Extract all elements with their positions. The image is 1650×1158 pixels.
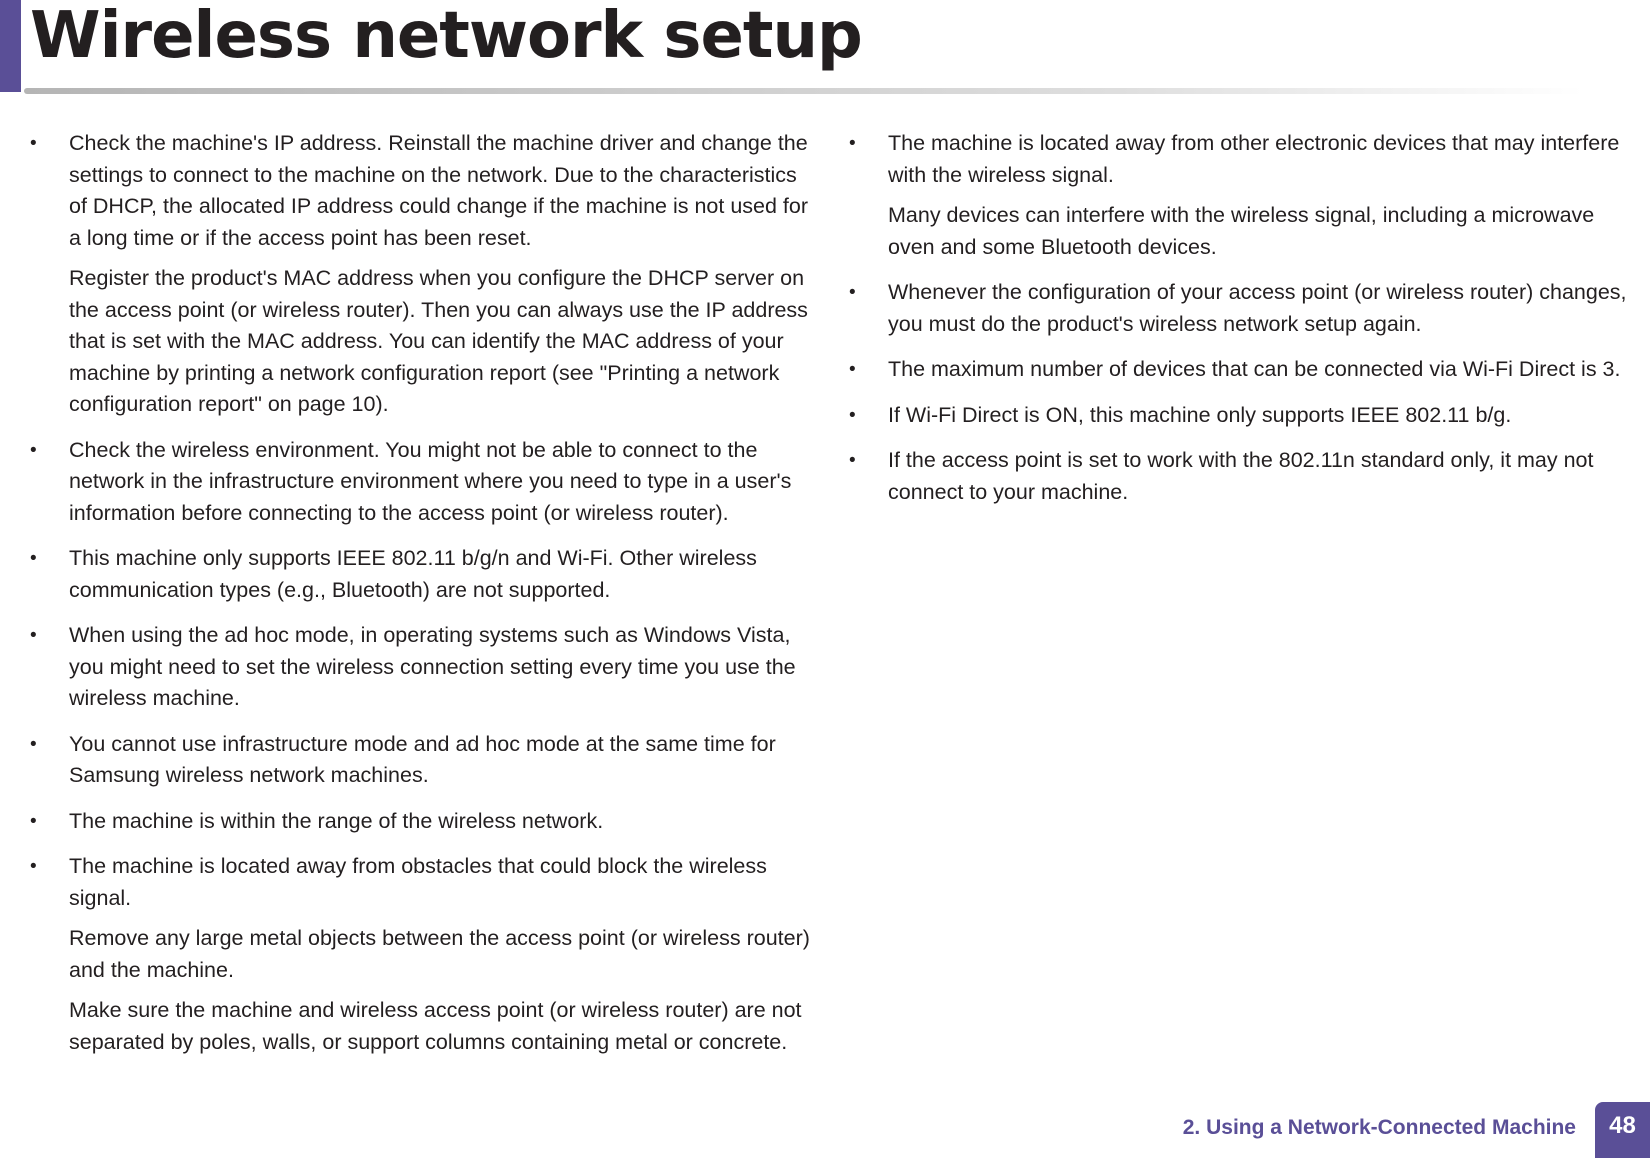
bullet-icon: • — [849, 404, 856, 426]
list-item-note: Many devices can interfere with the wireless signal, including a microwave oven and some Bluetooth devices. — [888, 203, 1595, 259]
list-item-text: The machine is located away from obstacles that could block the wireless signal. — [69, 854, 767, 910]
list-item — [30, 128, 810, 421]
bullet-icon: • — [30, 439, 37, 461]
list-item-note: Make sure the machine and wireless access point (or wireless router) are not separated by poles, walls, or support columns containing metal or concrete. — [69, 998, 802, 1054]
list-item-text: Whenever the configuration of your access point (or wireless router) changes, you must do the product's wireless network setup again. — [888, 280, 1627, 336]
list-item — [30, 851, 810, 1058]
bullet-icon: • — [30, 625, 37, 646]
list-item-text: If the access point is set to work with the 802.11n standard only, it may not connect to your machine. — [888, 448, 1594, 504]
list-item — [849, 277, 1629, 340]
list-item-text: This machine only supports IEEE 802.11 b/g/n and Wi-Fi. Other wireless communication types (e.g., Bluetooth) are not supported. — [69, 546, 757, 602]
list-item — [849, 400, 1629, 432]
list-item — [30, 806, 810, 838]
title-accent-bar — [0, 0, 21, 92]
right-column — [849, 128, 1629, 522]
list-item — [30, 435, 810, 530]
bullet-icon: • — [30, 133, 37, 154]
list-item — [30, 543, 810, 606]
bullet-icon: • — [30, 856, 37, 877]
left-bullet-list — [30, 128, 810, 1058]
bullet-icon: • — [849, 133, 856, 154]
list-item-note: Register the product's MAC address when you configure the DHCP server on the access point (or wireless router). Then you can always use the IP address that is set with the MAC address. You can identify the MAC address of your machine by printing a network configuration report (see "Printing a network configuration report" on page 10). — [69, 266, 808, 416]
right-bullet-list — [849, 128, 1629, 508]
bullet-icon: • — [849, 450, 856, 471]
list-item-text: You cannot use infrastructure mode and ad hoc mode at the same time for Samsung wireless network machines. — [69, 731, 776, 787]
list-item-text: The machine is located away from other electronic devices that may interfere with the wireless signal. — [888, 131, 1620, 187]
list-item — [849, 354, 1629, 386]
list-item-text: When using the ad hoc mode, in operating systems such as Windows Vista, you might need to set the wireless connection setting every time you use the wireless machine. — [69, 623, 796, 710]
bullet-icon: • — [30, 548, 37, 569]
list-item-note: Remove any large metal objects between the access point (or wireless router) and the machine. — [69, 926, 810, 982]
bullet-icon: • — [30, 810, 37, 832]
list-item-text: The machine is within the range of the wireless network. — [69, 808, 604, 833]
footer-chapter-label: 2. Using a Network-Connected Machine — [1182, 1116, 1576, 1139]
left-column — [30, 128, 810, 1072]
bullet-icon: • — [30, 733, 37, 755]
list-item-text: The maximum number of devices that can be connected via Wi-Fi Direct is 3. — [888, 357, 1621, 381]
list-item-text: Check the wireless environment. You might not be able to connect to the network in the infrastructure environment where you need to type in a user's information before connecting to the access point (or wireless router). — [69, 437, 792, 525]
list-item-text: If Wi-Fi Direct is ON, this machine only supports IEEE 802.11 b/g. — [888, 402, 1512, 427]
page-title: Wireless network setup — [30, 0, 862, 73]
list-item — [30, 620, 810, 715]
bullet-icon: • — [849, 282, 856, 303]
list-item — [30, 729, 810, 792]
list-item-text: Check the machine's IP address. Reinstall the machine driver and change the settings to connect to the machine on the network. Due to the characteristics of DHCP, the allocated IP address could change if the machine is not used for a long time or if the access point has been reset. — [69, 131, 809, 250]
list-item — [849, 445, 1629, 508]
bullet-icon: • — [849, 359, 856, 380]
list-item — [849, 128, 1629, 263]
title-underline — [24, 88, 1584, 94]
page-number: 48 — [1609, 1112, 1636, 1139]
